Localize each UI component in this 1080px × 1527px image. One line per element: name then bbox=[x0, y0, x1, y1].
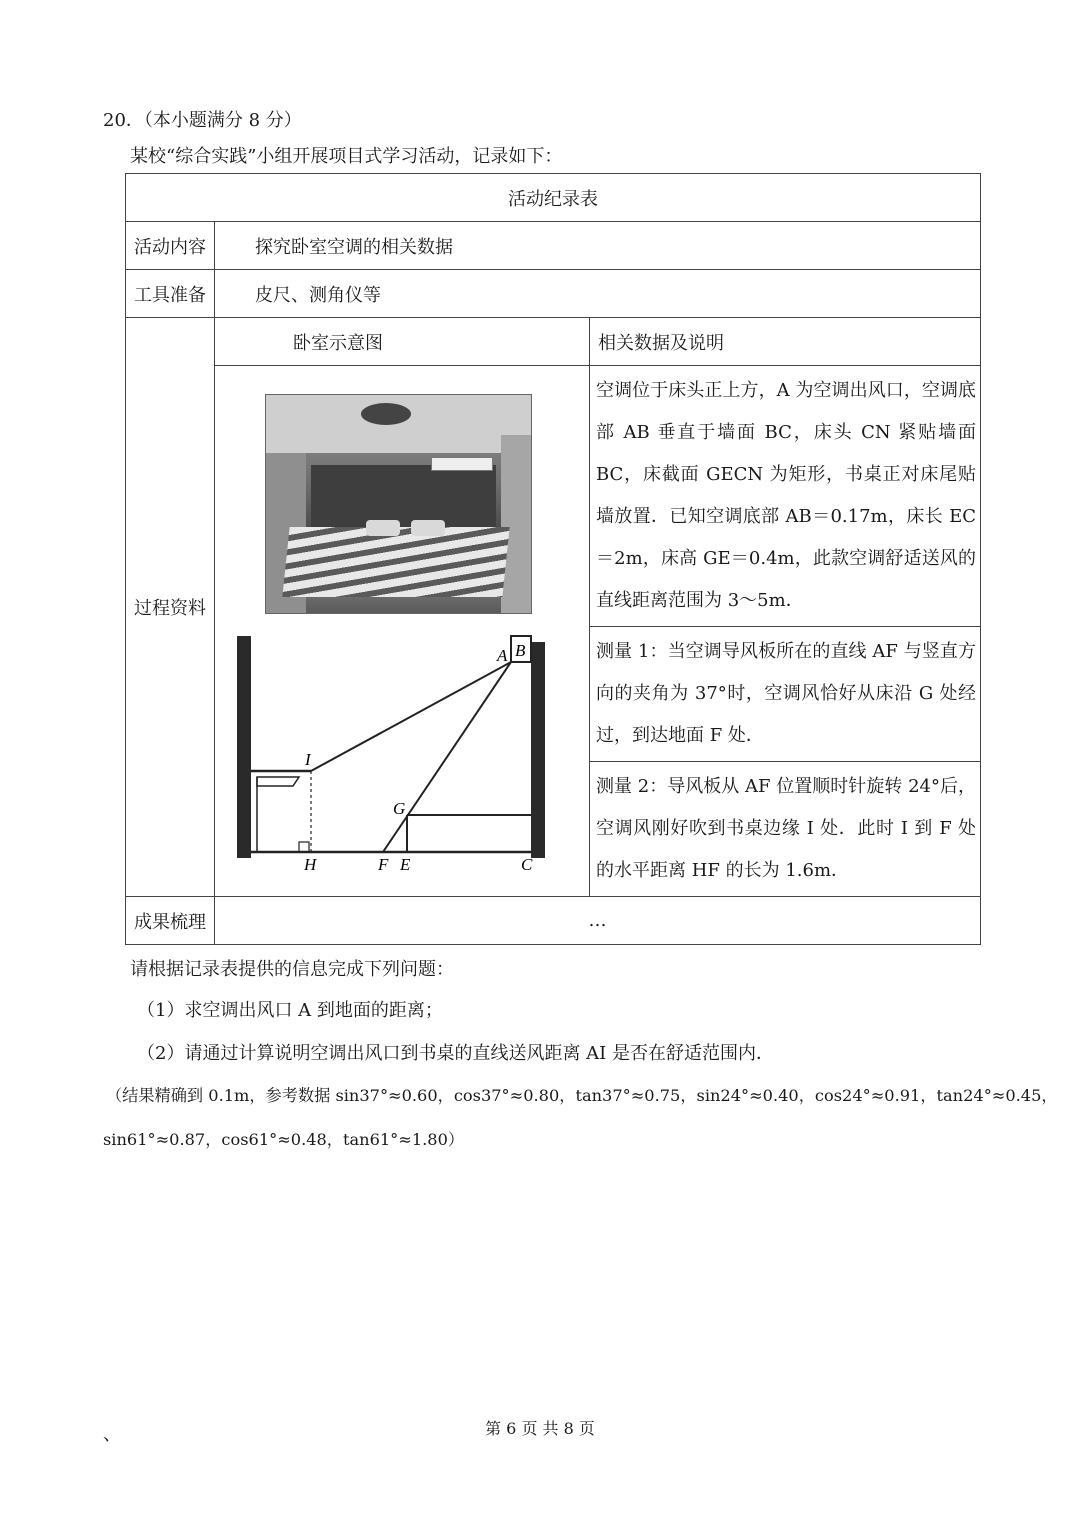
questions-prompt: 请根据记录表提供的信息完成下列问题： bbox=[130, 959, 454, 980]
reference-note-line-2: sin61°≈0.87，cos61°≈0.48，tan61°≈1.80） bbox=[103, 1130, 465, 1149]
tools-label: 工具准备 bbox=[126, 270, 215, 318]
description-measurement-2: 测量 2：导风板从 AF 位置顺时针旋转 24°后，空调风刚好吹到书桌边缘 I 处．此时 I 到 F 处的水平距离 HF 的长为 1.6m． bbox=[590, 762, 981, 897]
label-G: G bbox=[393, 799, 406, 818]
question-2: （2）请通过计算说明空调出风口到书桌的直线送风距离 AI 是否在舒适范围内． bbox=[137, 1043, 775, 1064]
page-number: 第 6 页 共 8 页 bbox=[485, 1419, 595, 1438]
label-H: H bbox=[304, 855, 317, 874]
data-header: 相关数据及说明 bbox=[590, 318, 981, 366]
label-A: A bbox=[497, 646, 508, 665]
question-1: （1）求空调出风口 A 到地面的距离； bbox=[137, 1000, 443, 1021]
bed-icon bbox=[282, 527, 509, 597]
table-title: 活动纪录表 bbox=[126, 174, 981, 222]
label-C: C bbox=[521, 855, 533, 874]
tools-value: 皮尺、测角仪等 bbox=[215, 270, 981, 318]
footer-mark: 、 bbox=[103, 1424, 121, 1445]
diagram-cell bbox=[215, 366, 590, 897]
label-F: F bbox=[378, 855, 389, 874]
question-intro: 某校“综合实践”小组开展项目式学习活动，记录如下： bbox=[130, 146, 563, 167]
description-measurement-1: 测量 1：当空调导风板所在的直线 AF 与竖直方向的夹角为 37°时，空调风恰好从床沿 G 处经过，到达地面 F 处． bbox=[590, 627, 981, 762]
bedroom-cross-section-diagram bbox=[235, 634, 575, 874]
label-E: E bbox=[400, 855, 411, 874]
label-B: B bbox=[515, 641, 526, 660]
content-value: 探究卧室空调的相关数据 bbox=[215, 222, 981, 270]
activity-record-table bbox=[125, 173, 981, 945]
air-conditioner-icon bbox=[431, 457, 493, 471]
reference-note-line-1: （结果精确到 0.1m，参考数据 sin37°≈0.60，cos37°≈0.80，tan37°≈0.75，sin24°≈0.40，cos24°≈0.91，tan24°≈0.45， bbox=[106, 1086, 1058, 1105]
ceiling-lamp-icon bbox=[361, 403, 411, 425]
content-label: 活动内容 bbox=[126, 222, 215, 270]
result-label: 成果梳理 bbox=[126, 897, 215, 945]
result-value: … bbox=[215, 897, 981, 945]
description-general: 空调位于床头正上方，A 为空调出风口，空调底部 AB 垂直于墙面 BC，床头 CN 紧贴墙面 BC，床截面 GECN 为矩形，书桌正对床尾贴墙放置．已知空调底部 AB＝0.17m，床长 EC＝2m，床高 GE＝0.4m，此款空调舒适送风的直线距离范围为 3～5m． bbox=[590, 366, 981, 627]
label-I: I bbox=[305, 750, 311, 769]
diagram-header: 卧室示意图 bbox=[215, 318, 590, 366]
question-header: 20．（本小题满分 8 分） bbox=[103, 110, 302, 131]
process-label: 过程资料 bbox=[126, 318, 215, 897]
bedroom-photo bbox=[265, 394, 532, 614]
